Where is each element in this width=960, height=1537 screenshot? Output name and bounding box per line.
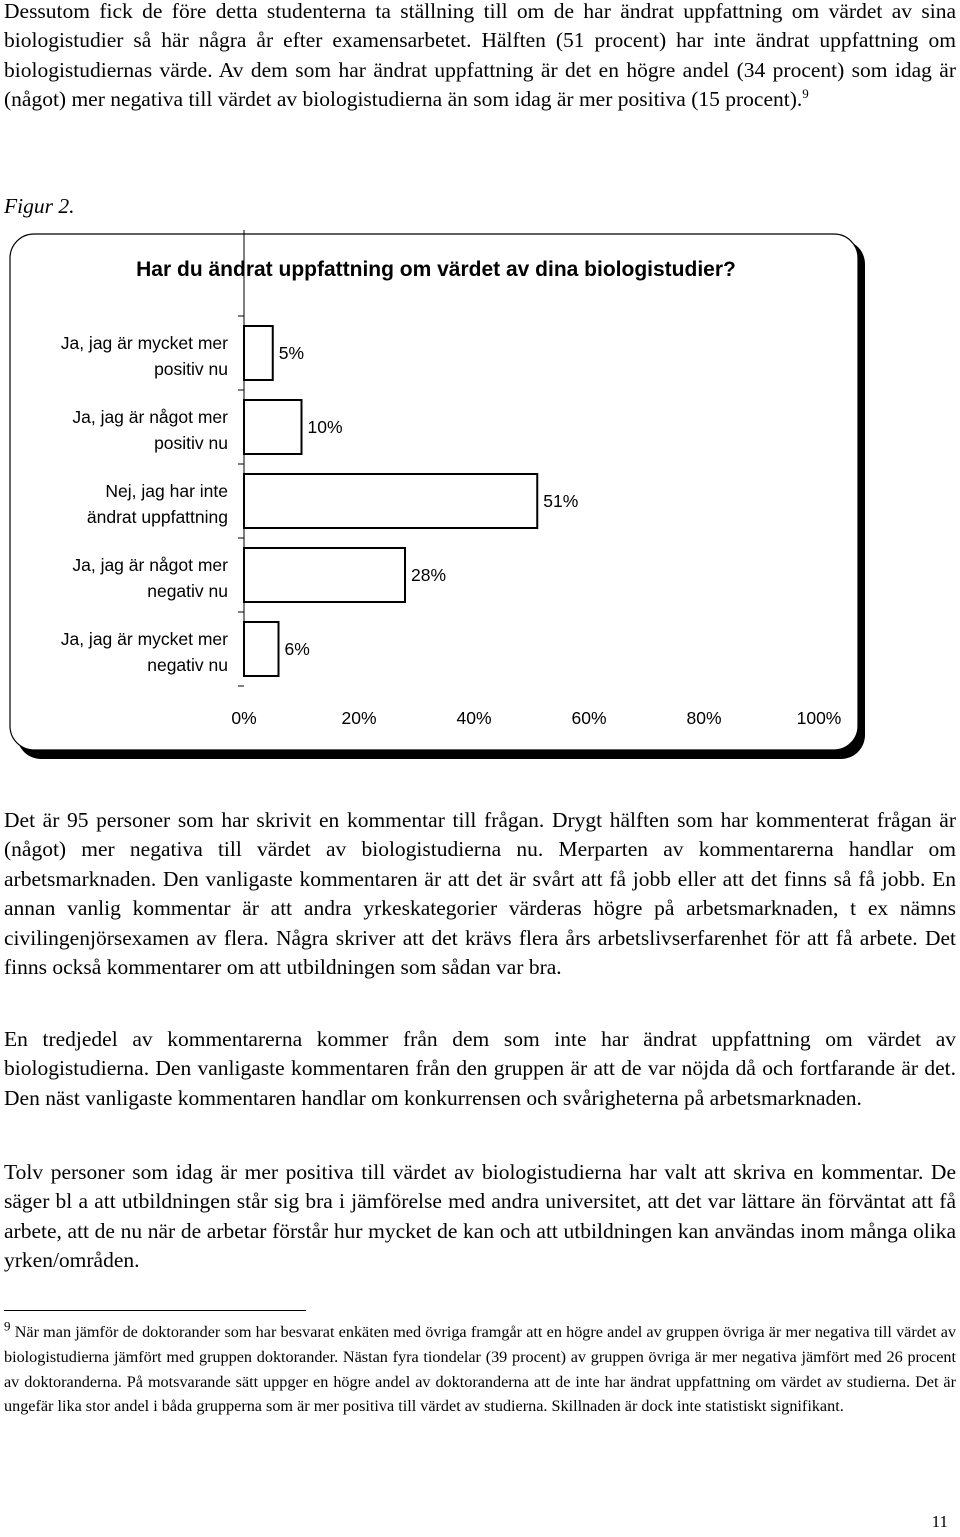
value-label: 51% [543,491,579,511]
footnote-reference[interactable]: 9 [802,86,809,102]
intro-paragraph-text: Dessutom fick de före detta studenterna ta ställning till om de har ändrat uppfattning om värdet av sina biologistudier så här några år efter examensarbetet. Hälften (51 procent) har inte ändrat uppfattning om biologistudiernas värde. Av dem som har ändrat uppfattning är det en högre andel (34 procent) som idag är (något) mer negativa till värdet av biologistudierna än som idag är mer positiva (15 procent). [4,0,956,112]
x-tick-label: 20% [341,708,377,728]
category-label: Ja, jag är något mer positiv nu [72,407,228,453]
category-label: Ja, jag är mycket mer positiv nu [60,333,228,379]
bar [244,622,279,676]
unchanged-comments-paragraph: En tredjedel av kommentarerna kommer från dem som inte har ändrat uppfattning om värdet av biologistudierna. Den vanligaste kommentaren från den gruppen är att de var nöjda då och fortfarande är det. Den näst vanligaste kommentaren handlar om konkurrensen och svårigheterna på arbetsmarknaden. [4,1027,956,1110]
category-label: Ja, jag är mycket mer negativ nu [60,629,228,675]
bar-chart [0,230,870,760]
figure-label: Figur 2. [4,194,75,218]
value-label: 10% [307,417,343,437]
footnote [4,1320,956,1419]
comments-paragraph: Det är 95 personer som har skrivit en kommentar till frågan. Drygt hälften som har kommenterat frågan är (något) mer negativa till värdet av biologistudierna nu. Merparten av kommentarerna handlar om arbetsmarknaden. Den vanligaste kommentaren är att det är svårt att få jobb eller att det finns så få jobb. En annan vanlig kommentar är att andra yrkeskategorier värderas högre på arbetsmarknaden, t ex nämns civilingenjörsexamen av flera. Några skriver att det krävs flera års arbetslivserfarenhet för att få arbete. Det finns också kommentarer om att utbildningen som sådan var bra. [4,808,956,980]
page-number: 11 [931,1512,948,1531]
value-label: 5% [278,343,305,363]
category-label: Nej, jag har inte ändrat uppfattning [86,481,228,527]
bar [244,400,302,454]
value-label: 28% [411,565,447,585]
x-tick-label: 100% [796,708,842,728]
footnote-number: 9 [4,1318,11,1334]
footnote-text: När man jämför de doktorander som har besvarat enkäten med övriga framgår att en högre andel av gruppen övriga är mer negativa till värdet av biologistudierna jämfört med gruppen doktorander. Nästan fyra tiondelar (39 procent) av gruppen övriga är mer negativa jämfört med 26 procent av doktoranderna. På motsvarande sätt uppger en högre andel av doktoranderna att de inte har ändrat uppfattning om värdet av studierna. Det är ungefär lika stor andel i båda grupperna som är mer positiva till värdet av studierna. Skillnaden är dock inte statistiskt signifikant. [4,1323,956,1416]
x-tick-label: 60% [571,708,607,728]
positive-comments-paragraph: Tolv personer som idag är mer positiva till värdet av biologistudierna har valt att skriva en kommentar. De säger bl a att utbildningen står sig bra i jämförelse med andra universitet, att det var lättare än förväntat att få arbete, att de nu när de arbetar förstår hur mycket de kan och att utbildningen kan användas inom många olika yrken/områden. [4,1160,956,1273]
footnote-divider [4,1310,306,1311]
intro-paragraph [4,0,956,115]
category-label: Ja, jag är något mer negativ nu [72,555,228,601]
chart-title: Har du ändrat uppfattning om värdet av dina biologistudier? [136,258,736,281]
bar [244,548,405,602]
x-tick-label: 40% [456,708,492,728]
value-label: 6% [284,639,310,659]
x-tick-label: 80% [686,708,722,728]
bar [244,326,273,380]
bar [244,474,537,528]
x-tick-label: 0% [231,708,257,728]
